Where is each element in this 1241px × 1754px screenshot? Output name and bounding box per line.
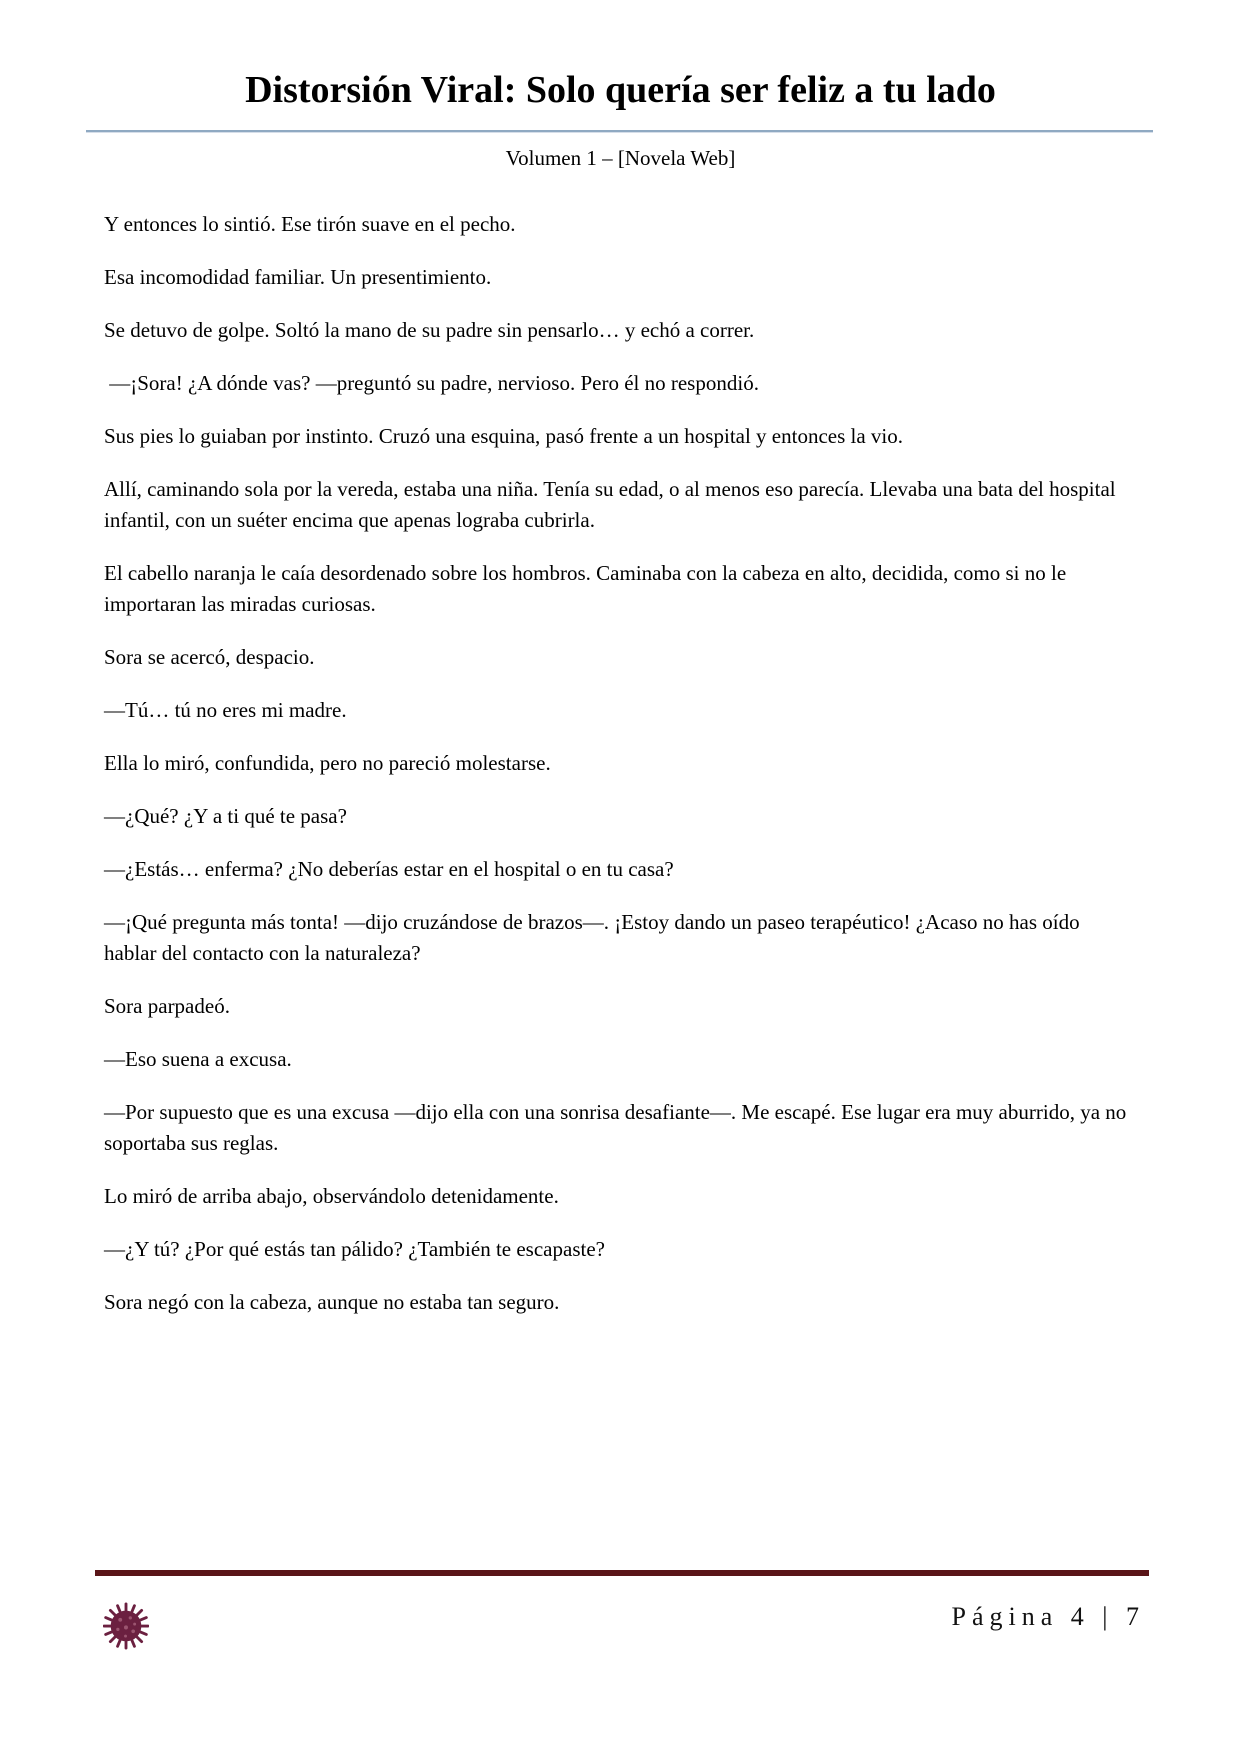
paragraph: Sora se acercó, despacio.: [104, 645, 315, 669]
story-body: [104, 209, 1137, 1318]
paragraph: —¡Qué pregunta más tonta! —dijo cruzándose de brazos—. ¡Estoy dando un paseo terapéutico! ¿Acaso no has oído hablar del contacto con la naturaleza?: [104, 910, 1085, 965]
paragraph: —Por supuesto que es una excusa —dijo ella con una sonrisa desafiante—. Me escapé. Ese lugar era muy aburrido, ya no soportaba sus reglas.: [104, 1100, 1132, 1155]
paragraph: —¡Sora! ¿A dónde vas? —preguntó su padre, nervioso. Pero él no respondió.: [104, 371, 759, 395]
paragraph: —¿Y tú? ¿Por qué estás tan pálido? ¿También te escapaste?: [104, 1237, 605, 1261]
virus-icon: [103, 1596, 149, 1656]
page-number: Página 4 | 7: [951, 1602, 1145, 1631]
paragraph: —¿Qué? ¿Y a ti qué te pasa?: [104, 804, 347, 828]
footer-divider: [95, 1570, 1149, 1576]
volume-subtitle: Volumen 1 – [Novela Web]: [505, 146, 736, 170]
paragraph: El cabello naranja le caía desordenado sobre los hombros. Caminaba con la cabeza en alto, decidida, como si no le importaran las miradas curiosas.: [104, 561, 1072, 616]
paragraph: —Eso suena a excusa.: [104, 1047, 292, 1071]
paragraph: Lo miró de arriba abajo, observándolo detenidamente.: [104, 1184, 559, 1208]
paragraph: Se detuvo de golpe. Soltó la mano de su padre sin pensarlo… y echó a correr.: [104, 318, 755, 342]
paragraph: Sora parpadeó.: [104, 994, 230, 1018]
paragraph: Y entonces lo sintió. Ese tirón suave en el pecho.: [104, 212, 516, 236]
paragraph: —Tú… tú no eres mi madre.: [104, 698, 347, 722]
paragraph: Ella lo miró, confundida, pero no pareció molestarse.: [104, 751, 551, 775]
paragraph: —¿Estás… enferma? ¿No deberías estar en el hospital o en tu casa?: [104, 857, 674, 881]
paragraph: Allí, caminando sola por la vereda, estaba una niña. Tenía su edad, o al menos eso parecía. Llevaba una bata del hospital infantil, con un suéter encima que apenas lograba cubrirla.: [104, 477, 1121, 532]
page-title: Distorsión Viral: Solo quería ser feliz a tu lado: [245, 69, 996, 111]
paragraph: Esa incomodidad familiar. Un presentimiento.: [104, 265, 492, 289]
paragraph: Sora negó con la cabeza, aunque no estaba tan seguro.: [104, 1290, 560, 1314]
footer-row: [95, 1596, 1149, 1656]
page-footer: [95, 1570, 1149, 1656]
title-divider: [86, 130, 1153, 133]
paragraph: Sus pies lo guiaban por instinto. Cruzó una esquina, pasó frente a un hospital y entonces la vio.: [104, 424, 904, 448]
